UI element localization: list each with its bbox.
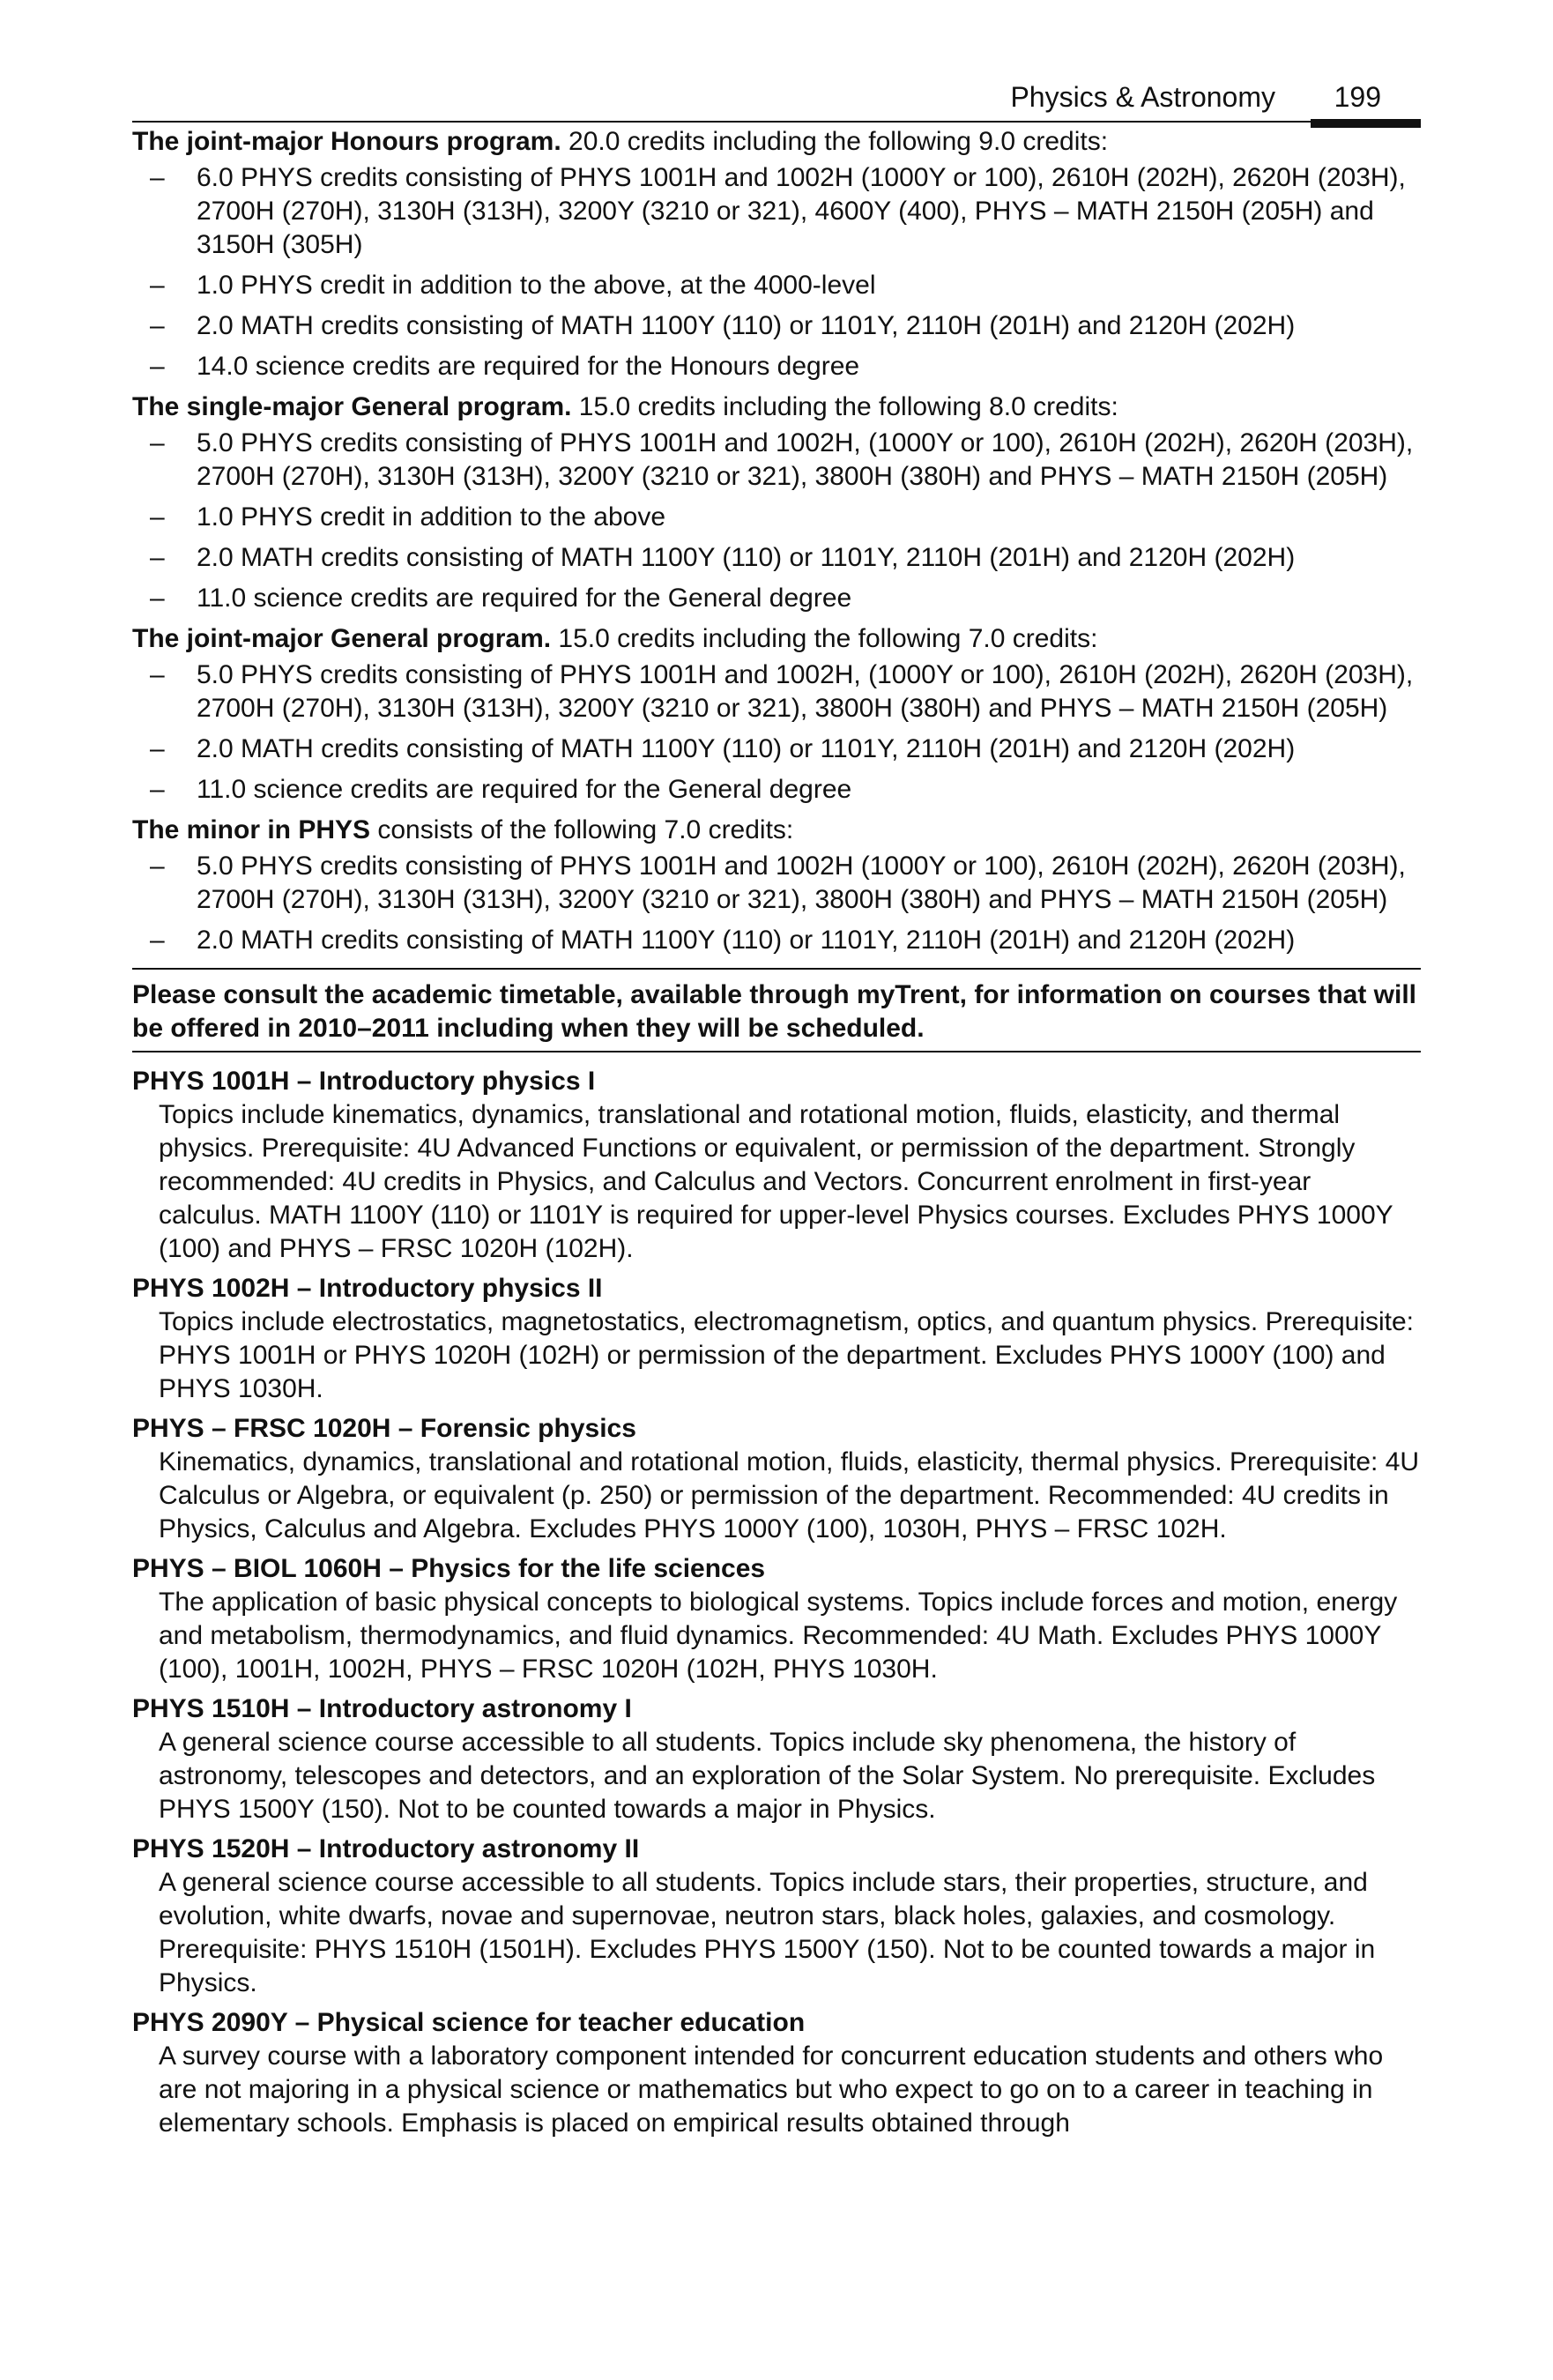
requirement-item xyxy=(132,427,1421,494)
dash-mark: – xyxy=(150,271,165,300)
program-requirements xyxy=(132,125,1421,957)
requirement-list xyxy=(132,658,1421,807)
course-title: PHYS – FRSC 1020H – Forensic physics xyxy=(132,1414,636,1443)
running-header xyxy=(132,71,1421,123)
course-entry xyxy=(132,1692,1421,1826)
course-description: Topics include electrostatics, magnetostatics, electromagnetism, optics, and quantum physics. Prerequisite: PHYS 1001H or PHYS 1020H (102H) or permission of the department. Excludes PHYS 1000Y (100) and PHYS 1030H. xyxy=(159,1307,1415,1403)
dash-mark: – xyxy=(150,352,165,381)
requirement-item xyxy=(132,850,1421,917)
requirement-text: 6.0 PHYS credits consisting of PHYS 1001H and 1002H (1000Y or 100), 2610H (202H), 2620H (203H), 2700H (270H), 3130H (313H), 3200Y (3210 or 321), 4600Y (400), PHYS – MATH 2150H (205H) and 3150H (305H) xyxy=(197,163,1406,259)
requirement-text: 2.0 MATH credits consisting of MATH 1100Y (110) or 1101Y, 2110H (201H) and 2120H (202H) xyxy=(197,311,1296,340)
course-title: PHYS 1510H – Introductory astronomy I xyxy=(132,1694,632,1723)
course-entry xyxy=(132,1272,1421,1406)
course-title: PHYS 2090Y – Physical science for teacher education xyxy=(132,2008,806,2037)
requirement-item xyxy=(132,269,1421,302)
dash-mark: – xyxy=(150,428,165,457)
requirement-item xyxy=(132,309,1421,343)
course-description: The application of basic physical concepts to biological systems. Topics include forces and motion, energy and metabolism, thermodynamics, and fluid dynamics. Recommended: 4U Math. Excludes PHYS 1000Y (100), 1001H, 1002H, PHYS – FRSC 1020H (102H, PHYS 1030H. xyxy=(159,1588,1398,1684)
requirement-item xyxy=(132,541,1421,575)
course-entry xyxy=(132,2006,1421,2140)
course-entry xyxy=(132,1833,1421,2000)
course-entry xyxy=(132,1065,1421,1266)
program-title: The single-major General program. xyxy=(132,392,572,421)
dash-mark: – xyxy=(150,734,165,763)
dash-mark: – xyxy=(150,926,165,955)
program-minor xyxy=(132,814,1421,957)
program-heading xyxy=(132,390,1421,424)
section-name: Physics & Astronomy xyxy=(1010,81,1275,113)
course-title: PHYS – BIOL 1060H – Physics for the life sciences xyxy=(132,1554,766,1583)
requirement-text: 11.0 science credits are required for the General degree xyxy=(197,584,852,613)
requirement-item xyxy=(132,733,1421,766)
course-description: A survey course with a laboratory component intended for concurrent education students and others who are not majoring in a physical science or mathematics but who expect to go on to a career in teaching in elementary schools. Emphasis is placed on empirical results obtained through xyxy=(159,2042,1384,2138)
course-description: A general science course accessible to all students. Topics include sky phenomena, the history of astronomy, telescopes and detectors, and an exploration of the Solar System. No prerequisite. Excludes PHYS 1500Y (150). Not to be counted towards a major in Physics. xyxy=(159,1728,1376,1824)
course-entry xyxy=(132,1552,1421,1686)
program-heading xyxy=(132,814,1421,847)
requirement-item xyxy=(132,658,1421,725)
requirement-list xyxy=(132,161,1421,383)
course-list xyxy=(132,1065,1421,2140)
requirement-item xyxy=(132,350,1421,383)
course-description: Topics include kinematics, dynamics, translational and rotational motion, fluids, elasticity, and thermal physics. Prerequisite: 4U Advanced Functions or equivalent, or permission of the department. Strongly recommended: 4U credits in Physics, and Calculus and Vectors. Concurrent enrolment in first-year calculus. MATH 1100Y (110) or 1101Y is required for upper-level Physics courses. Excludes PHYS 1000Y (100) and PHYS – FRSC 1020H (102H). xyxy=(159,1100,1393,1263)
header-tab-marker xyxy=(1311,119,1421,128)
program-heading xyxy=(132,125,1421,159)
requirement-text: 2.0 MATH credits consisting of MATH 1100Y (110) or 1101Y, 2110H (201H) and 2120H (202H) xyxy=(197,734,1296,763)
dash-mark: – xyxy=(150,311,165,340)
requirement-item xyxy=(132,773,1421,807)
requirement-text: 1.0 PHYS credit in addition to the above, at the 4000-level xyxy=(197,271,876,300)
program-single-major-general xyxy=(132,390,1421,615)
header-rule xyxy=(132,121,1421,123)
requirement-item xyxy=(132,582,1421,615)
requirement-text: 14.0 science credits are required for the Honours degree xyxy=(197,352,860,381)
program-joint-major-general xyxy=(132,622,1421,807)
requirement-text: 2.0 MATH credits consisting of MATH 1100Y (110) or 1101Y, 2110H (201H) and 2120H (202H) xyxy=(197,926,1296,955)
requirement-list xyxy=(132,850,1421,957)
requirement-text: 5.0 PHYS credits consisting of PHYS 1001H and 1002H (1000Y or 100), 2610H (202H), 2620H (203H), 2700H (270H), 3130H (313H), 3200Y (3210 or 321), 3800H (380H) and PHYS – MATH 2150H (205H) xyxy=(197,852,1406,914)
program-joint-major-honours xyxy=(132,125,1421,383)
page-number: 199 xyxy=(1334,81,1381,113)
course-title: PHYS 1001H – Introductory physics I xyxy=(132,1067,596,1096)
program-summary: consists of the following 7.0 credits: xyxy=(370,815,794,844)
dash-mark: – xyxy=(150,543,165,572)
requirement-text: 1.0 PHYS credit in addition to the above xyxy=(197,502,666,532)
program-summary: 20.0 credits including the following 9.0 credits: xyxy=(561,127,1109,156)
dash-mark: – xyxy=(150,163,165,192)
dash-mark: – xyxy=(150,502,165,532)
program-summary: 15.0 credits including the following 8.0 credits: xyxy=(571,392,1118,421)
dash-mark: – xyxy=(150,660,165,689)
program-heading xyxy=(132,622,1421,656)
program-title: The minor in PHYS xyxy=(132,815,371,844)
dash-mark: – xyxy=(150,852,165,881)
requirement-item xyxy=(132,924,1421,957)
course-entry xyxy=(132,1412,1421,1546)
course-title: PHYS 1002H – Introductory physics II xyxy=(132,1274,603,1303)
requirement-text: 2.0 MATH credits consisting of MATH 1100Y (110) or 1101Y, 2110H (201H) and 2120H (202H) xyxy=(197,543,1296,572)
program-title: The joint-major General program. xyxy=(132,624,552,653)
program-summary: 15.0 credits including the following 7.0 credits: xyxy=(551,624,1098,653)
dash-mark: – xyxy=(150,584,165,613)
dash-mark: – xyxy=(150,775,165,804)
course-description: A general science course accessible to all students. Topics include stars, their properties, structure, and evolution, white dwarfs, novae and supernovae, neutron stars, black holes, galaxies, and cosmology. Prerequisite: PHYS 1510H (1501H). Excludes PHYS 1500Y (150). Not to be counted towards a major in Physics. xyxy=(159,1868,1376,1997)
requirement-item xyxy=(132,501,1421,534)
requirement-item xyxy=(132,161,1421,262)
requirement-list xyxy=(132,427,1421,615)
calendar-page xyxy=(132,71,1421,2146)
course-description: Kinematics, dynamics, translational and rotational motion, fluids, elasticity, thermal physics. Prerequisite: 4U Calculus or Algebra, or equivalent (p. 250) or permission of the department. Recommended: 4U credits in Physics, Calculus and Algebra. Excludes PHYS 1000Y (100), 1030H, PHYS – FRSC 102H. xyxy=(159,1447,1420,1543)
requirement-text: 5.0 PHYS credits consisting of PHYS 1001H and 1002H, (1000Y or 100), 2610H (202H), 2620H (203H), 2700H (270H), 3130H (313H), 3200Y (3210 or 321), 3800H (380H) and PHYS – MATH 2150H (205H) xyxy=(197,660,1414,723)
timetable-notice: Please consult the academic timetable, available through myTrent, for information on courses that will be offered in 2010–2011 including when they will be scheduled. xyxy=(132,968,1421,1052)
requirement-text: 11.0 science credits are required for the General degree xyxy=(197,775,852,804)
program-title: The joint-major Honours program. xyxy=(132,127,561,156)
requirement-text: 5.0 PHYS credits consisting of PHYS 1001H and 1002H, (1000Y or 100), 2610H (202H), 2620H (203H), 2700H (270H), 3130H (313H), 3200Y (3210 or 321), 3800H (380H) and PHYS – MATH 2150H (205H) xyxy=(197,428,1414,491)
course-title: PHYS 1520H – Introductory astronomy II xyxy=(132,1834,640,1863)
